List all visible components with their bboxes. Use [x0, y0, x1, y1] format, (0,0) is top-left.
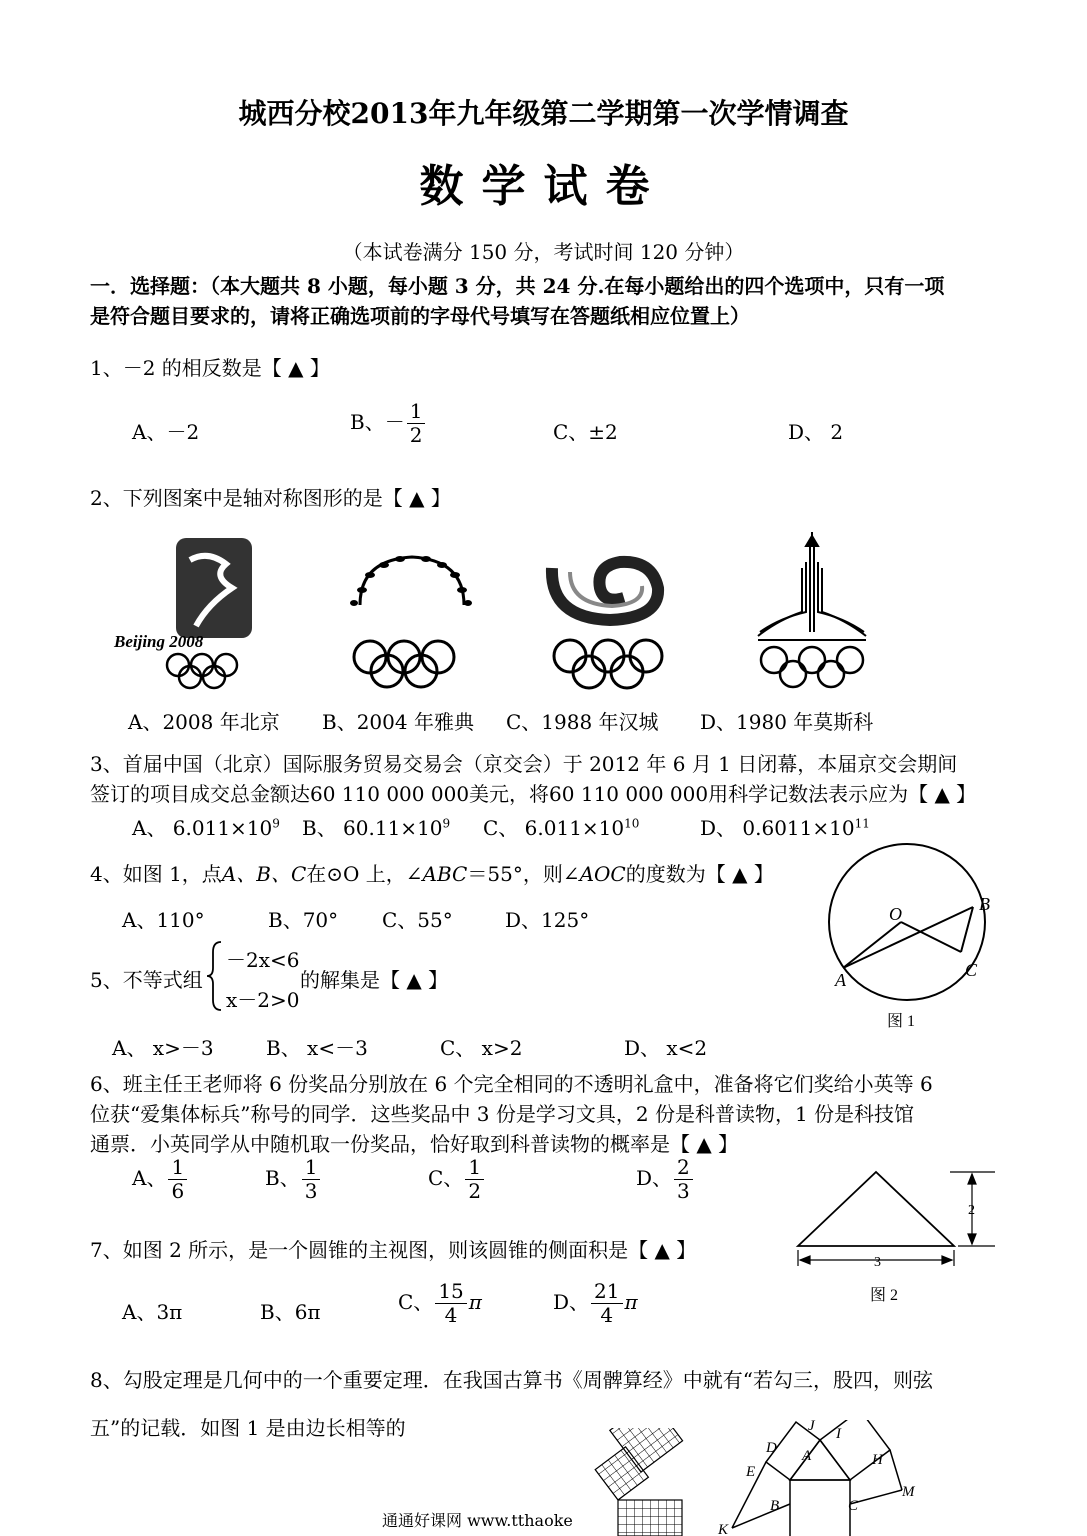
fraction-numerator: 2 [674, 1156, 693, 1180]
seal-shape [176, 538, 252, 638]
q4-stem-mid2: ＝55°，则∠ [467, 862, 580, 886]
label-a: A [835, 970, 846, 990]
q6-option-c-label: C、 [428, 1166, 464, 1190]
q3-option-b [302, 812, 450, 841]
q5-inequality-2: x－2>0 [226, 988, 300, 1012]
fraction-numerator: 1 [302, 1156, 321, 1180]
exam-subtitle: 数学试卷 [419, 161, 668, 212]
q1-option-b-prefix: B、－ [350, 410, 405, 434]
beijing-text: Beijing 2008 [114, 632, 204, 651]
q4-stem-abc: ABC [422, 862, 468, 886]
q6-line3: 通票．小英同学从中随机取一份奖品，恰好取到科普读物的概率是【 ▲ 】 [90, 1132, 739, 1156]
q4-stem-pre: 4、如图 1，点 [90, 862, 222, 886]
q3-option-b-base: B、 60.11×10 [302, 816, 443, 840]
label-o: O [889, 904, 902, 924]
q6-option-b-label: B、 [265, 1166, 300, 1190]
label-e: E [746, 1464, 756, 1480]
q7-option-d-fraction [591, 1280, 622, 1327]
label-k: K [718, 1522, 729, 1536]
fraction-denominator: 4 [600, 1303, 614, 1327]
q7-option-d-label: D、 [553, 1290, 590, 1314]
q4-stem [90, 858, 774, 887]
q4-option-c: C、55° [382, 908, 453, 932]
q6-option-a-fraction [168, 1156, 187, 1203]
fraction-denominator: 6 [171, 1179, 185, 1203]
athens-2004-logo [340, 545, 485, 690]
fraction-denominator: 2 [409, 423, 423, 447]
q5-inequality-1: －2x<6 [226, 948, 300, 972]
q6-option-b-fraction [302, 1156, 321, 1203]
q3-option-a-base: A、 6.011×10 [132, 816, 273, 840]
beijing-2008-logo [108, 530, 288, 690]
figure-2-label: 图 2 [870, 1287, 899, 1302]
figure-2-cone-view [790, 1162, 1010, 1302]
q1-option-c: C、±2 [553, 420, 618, 444]
exam-note: （本试卷满分 150 分，考试时间 120 分钟） [342, 240, 745, 264]
q7-option-d [553, 1280, 638, 1327]
q6-line1: 6、班主任王老师将 6 份奖品分别放在 6 个完全相同的不透明礼盒中，准备将它们奖给小英等 6 [90, 1072, 933, 1096]
q5-option-d: D、 x<2 [624, 1036, 708, 1060]
q4-option-d: D、125° [505, 908, 590, 932]
pi-symbol: π [468, 1290, 482, 1314]
fraction-numerator: 1 [407, 400, 426, 424]
q3-option-d [700, 812, 870, 841]
q2-option-d: D、1980 年莫斯科 [700, 710, 874, 734]
q6-option-c [428, 1156, 486, 1203]
q3-option-d-base: D、 0.6011×10 [700, 816, 855, 840]
wreath-leaves [350, 556, 472, 606]
q6-line2: 位获“爱集体标兵”称号的同学．这些奖品中 3 份是学习文具，2 份是科普读物，1 份是科技馆 [90, 1102, 915, 1126]
olive-wreath [360, 557, 464, 605]
olympic-rings-c [554, 640, 662, 688]
figure-1-label: 图 1 [887, 1013, 916, 1030]
q5-option-c: C、 x>2 [440, 1036, 523, 1060]
seoul-1988-logo [540, 548, 690, 693]
labeled-figure-lines [732, 1420, 902, 1536]
q1-option-b [350, 400, 427, 447]
circle-o [829, 844, 985, 1000]
fraction-denominator: 3 [304, 1179, 318, 1203]
dim-height-label: 2 [968, 1203, 975, 1218]
label-i: I [836, 1426, 841, 1442]
q3-option-c-base: C、 6.011×10 [483, 816, 625, 840]
brace-icon [205, 940, 225, 1012]
label-m: M [902, 1484, 915, 1500]
q1-option-d: D、 2 [788, 420, 844, 444]
label-b: B [979, 894, 990, 914]
q7-option-c-label: C、 [398, 1290, 434, 1314]
q3-line1: 3、首届中国（北京）国际服务贸易交易会（京交会）于 2012 年 6 月 1 日闭幕，本届京交会期间 [90, 752, 958, 776]
q2-option-c: C、1988 年汉城 [506, 710, 659, 734]
q1-stem: 1、－2 的相反数是【 ▲ 】 [90, 356, 330, 380]
q6-option-d-label: D、 [636, 1166, 673, 1190]
q6-option-d [636, 1156, 695, 1203]
q3-option-c-exp: 10 [624, 816, 640, 831]
olympic-rings-b [354, 641, 454, 687]
fraction-numerator: 21 [591, 1280, 622, 1304]
q6-option-a-label: A、 [132, 1166, 167, 1190]
q6-option-d-fraction [674, 1156, 693, 1203]
q1-option-b-fraction [407, 400, 426, 447]
seoul-swirl [552, 562, 658, 620]
q3-option-d-exp: 11 [854, 816, 870, 831]
q2-option-b: B、2004 年雅典 [322, 710, 474, 734]
q4-stem-end: 的度数为【 ▲ 】 [625, 862, 774, 886]
q3-line2: 签订的项目成交总金额达60 110 000 000美元，将60 110 000 000用科学记数法表示应为【 ▲ 】 [90, 782, 977, 806]
q3-option-c [483, 812, 639, 841]
section-heading-line2: 是符合题目要求的，请将正确选项前的字母代号填写在答题纸相应位置上） [90, 304, 750, 328]
q8-line1: 8、勾股定理是几何中的一个重要定理．在我国古算书《周髀算经》中就有“若勾三，股四，则弦 [90, 1368, 933, 1392]
q7-option-b: B、6π [260, 1300, 321, 1324]
q5-stem-pre: 5、不等式组 [90, 968, 203, 992]
q6-option-c-fraction [465, 1156, 484, 1203]
bottom-square [618, 1500, 682, 1536]
label-c: C [848, 1498, 859, 1514]
olympic-rings-a [167, 654, 237, 688]
page-title: 城西分校2013年九年级第二学期第一次学情调查 [238, 97, 849, 130]
label-b: B [770, 1498, 780, 1514]
olympic-rings-d [761, 647, 863, 687]
q6-option-b [265, 1156, 322, 1203]
triangle-shape [798, 1172, 954, 1246]
fraction-denominator: 2 [468, 1179, 482, 1203]
q4-option-a: A、110° [122, 908, 205, 932]
q3-option-a-exp: 9 [272, 816, 280, 831]
figure-1-lines [843, 907, 973, 968]
q2-option-a: A、2008 年北京 [128, 710, 280, 734]
q7-option-c [398, 1280, 482, 1327]
q1-option-a: A、－2 [132, 420, 200, 444]
q5-option-b: B、 x<－3 [266, 1036, 368, 1060]
q2-stem: 2、下列图案中是轴对称图形的是【 ▲ 】 [90, 486, 451, 510]
label-h: H [872, 1452, 883, 1468]
pythagoras-labeled-figure [712, 1420, 932, 1536]
label-j: J [808, 1420, 815, 1434]
q3-option-a [132, 812, 280, 841]
q7-option-a: A、3π [122, 1300, 183, 1324]
q4-option-b: B、70° [268, 908, 339, 932]
label-c: C [965, 960, 978, 980]
q8-line2: 五”的记载．如图 1 是由边长相等的 [90, 1416, 406, 1440]
pi-symbol: π [624, 1290, 638, 1314]
q7-option-c-fraction [435, 1280, 466, 1327]
q4-stem-points: A、B、C [221, 862, 307, 886]
q7-stem: 7、如图 2 所示，是一个圆锥的主视图，则该圆锥的侧面积是【 ▲ 】 [90, 1238, 697, 1262]
label-a: A [802, 1448, 812, 1464]
fraction-numerator: 1 [465, 1156, 484, 1180]
fraction-numerator: 15 [435, 1280, 466, 1304]
label-d: D [766, 1440, 777, 1456]
dim-width-label: 3 [874, 1255, 881, 1270]
fraction-numerator: 1 [168, 1156, 187, 1180]
fraction-denominator: 3 [677, 1179, 690, 1203]
q5-option-a: A、 x>－3 [112, 1036, 214, 1060]
q4-stem-aoc: AOC [579, 862, 626, 886]
q3-option-b-exp: 9 [442, 816, 451, 831]
q5-stem-end: 的解集是【 ▲ 】 [300, 968, 449, 992]
fraction-denominator: 4 [444, 1303, 458, 1327]
kremlin-tower [758, 532, 866, 640]
figure-1-circle [815, 840, 1005, 1030]
q6-option-a [132, 1156, 189, 1203]
footer-watermark: 通通好课网 www.tthaoke [382, 1508, 573, 1531]
section-heading-line1: 一．选择题：（本大题共 8 小题，每小题 3 分，共 24 分.在每小题给出的四个选项中，只有一项 [90, 274, 945, 298]
moscow-1980-logo [750, 532, 875, 692]
q4-stem-mid: 在⊙O 上，∠ [306, 862, 423, 886]
